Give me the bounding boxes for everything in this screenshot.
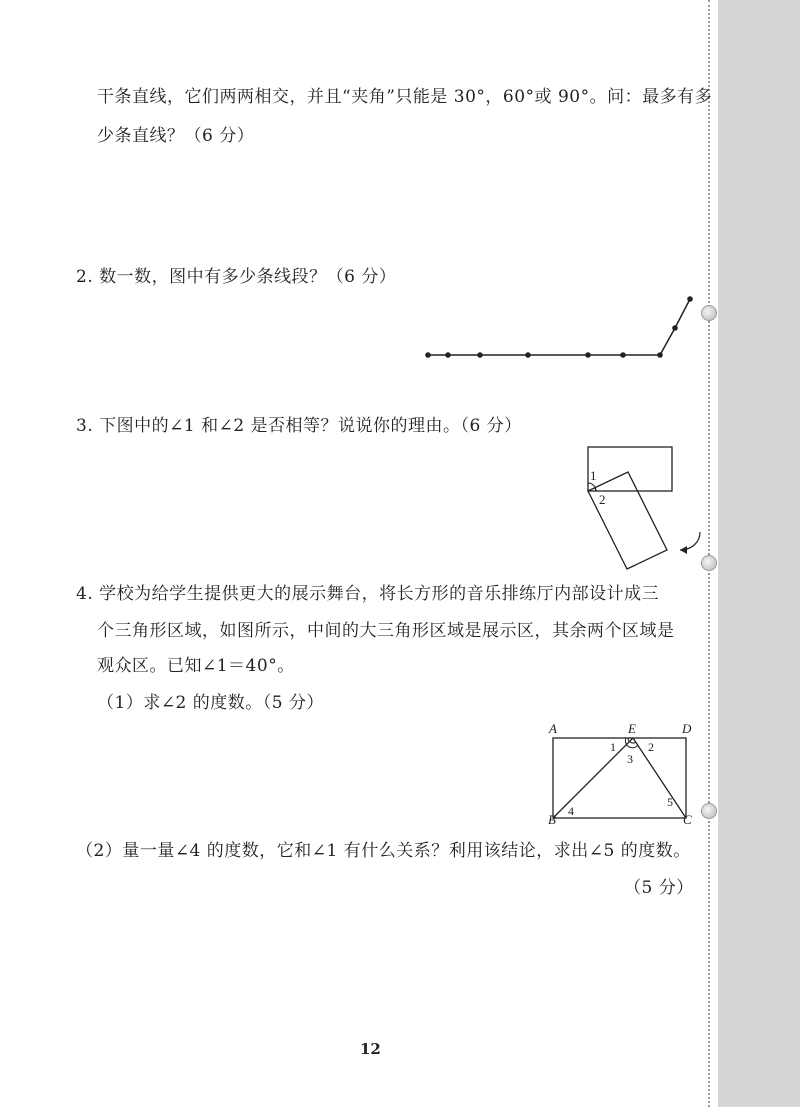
vertex-A: A [549, 721, 557, 736]
point [477, 352, 483, 358]
question-4-line-2: 个三角形区域，如图所示，中间的大三角形区域是展示区，其余两个区域是 [97, 621, 675, 641]
binding-margin [718, 0, 800, 1107]
question-4-part-2: （2）量一量∠4 的度数，它和∠1 有什么关系？利用该结论，求出∠5 的度数。 [76, 841, 691, 861]
question-4-line-1: 4. 学校为给学生提供更大的展示舞台，将长方形的音乐排练厅内部设计成三 [76, 584, 660, 604]
page-number: 12 [360, 1040, 381, 1058]
angle-1-label: 1 [610, 740, 616, 754]
point [620, 352, 626, 358]
line-segments-figure [420, 292, 700, 364]
intro-line-1: 干条直线，它们两两相交，并且“夹角”只能是 30°，60°或 90°。问：最多有多 [97, 87, 713, 107]
question-4-line-3: 观众区。已知∠1＝40°。 [97, 656, 295, 676]
point [525, 352, 531, 358]
angle-3-label: 3 [627, 752, 633, 766]
intro-line-2: 少条直线？（6 分） [97, 126, 255, 146]
binding-hole [701, 305, 717, 321]
point [585, 352, 591, 358]
question-4-part-2-score: （5 分） [624, 878, 694, 898]
point [445, 352, 451, 358]
vertex-C: C [683, 812, 692, 827]
rotated-rectangle-figure [580, 440, 710, 570]
vertex-B: B [548, 812, 556, 827]
vertex-D: D [682, 721, 692, 736]
point [687, 296, 693, 302]
rectangle-triangles-figure [540, 718, 700, 828]
angle-1-label: 1 [590, 468, 597, 483]
point [657, 352, 663, 358]
angle-2-label: 2 [648, 740, 654, 754]
binding-hole [701, 803, 717, 819]
point [672, 325, 678, 331]
question-2-text: 2. 数一数，图中有多少条线段？（6 分） [76, 267, 397, 287]
angle-5-label: 5 [667, 795, 673, 809]
angle-2-label: 2 [599, 492, 606, 507]
vertex-E: E [628, 721, 636, 736]
question-3-text: 3. 下图中的∠1 和∠2 是否相等？说说你的理由。（6 分） [76, 416, 522, 436]
question-4-part-1: （1）求∠2 的度数。（5 分） [97, 693, 324, 713]
angle-4-label: 4 [568, 804, 574, 818]
point [425, 352, 431, 358]
